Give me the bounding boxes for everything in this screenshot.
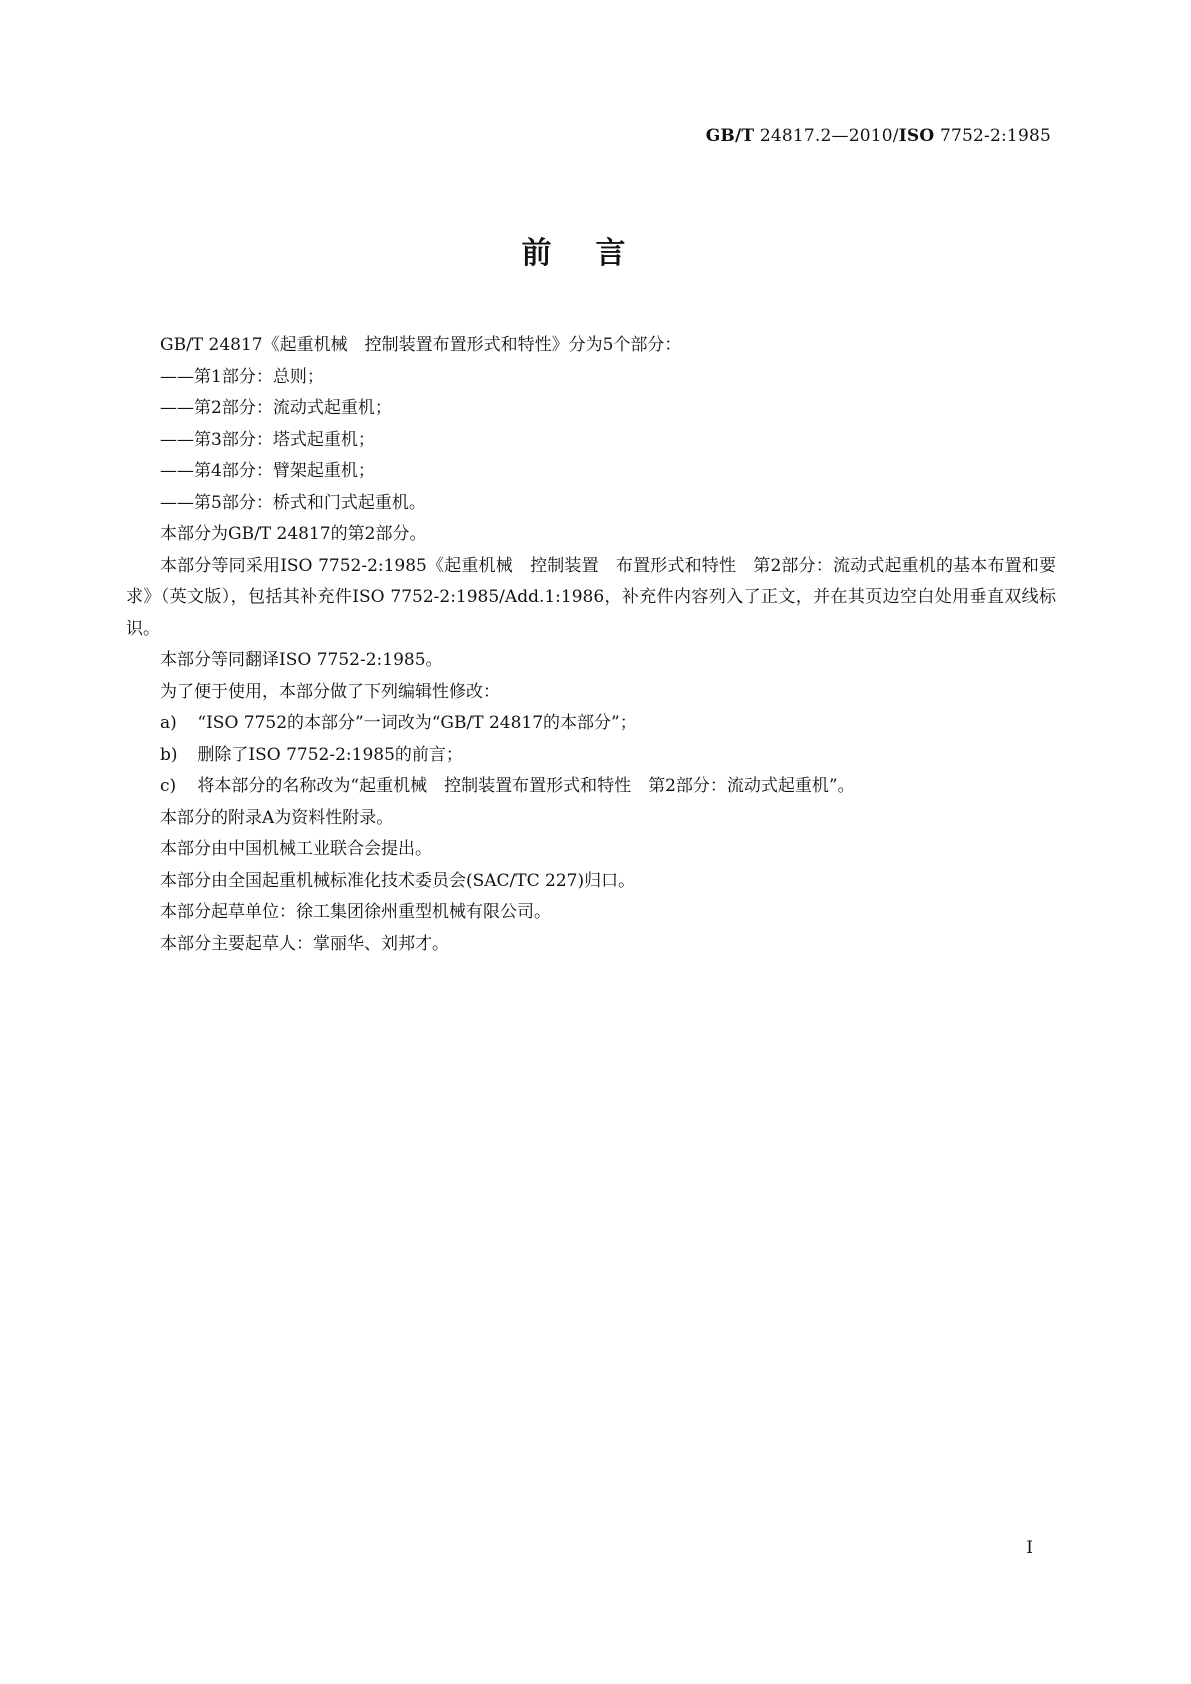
foreword-body: [126, 330, 1056, 960]
standard-prefix: GB/T: [705, 126, 755, 146]
page-number: I: [1026, 1538, 1033, 1558]
page-title: 前言: [521, 236, 670, 271]
standard-iso: ISO: [898, 126, 935, 146]
translation-paragraph: 本部分等同翻译ISO 7752-2:1985。: [160, 650, 443, 670]
edit-item-b: [126, 740, 1056, 772]
part-list-item: ——第2部分：流动式起重机；: [160, 398, 392, 418]
part-list-item: ——第4部分：臂架起重机；: [160, 461, 375, 481]
proposer-paragraph: 本部分由中国机械工业联合会提出。: [160, 839, 432, 859]
this-part-paragraph: 本部分为GB/T 24817的第2部分。: [160, 524, 427, 544]
part-list-item: ——第5部分：桥式和门式起重机。: [160, 492, 426, 513]
edit-item-text: “ISO 7752的本部分”一词改为“GB/T 24817的本部分”；: [197, 713, 637, 733]
edit-item-text: 将本部分的名称改为“起重机械 控制装置布置形式和特性 第2部分：流动式起重机”。: [197, 776, 855, 796]
edit-item-marker: b): [160, 744, 178, 765]
part-list-item: ——第3部分：塔式起重机；: [160, 429, 375, 450]
part-list-item: ——第1部分：总则；: [160, 366, 324, 387]
edits-intro-paragraph: 为了便于使用，本部分做了下列编辑性修改：: [160, 681, 500, 702]
annex-paragraph: 本部分的附录A为资料性附录。: [160, 807, 394, 828]
standard-suffix: 7752-2:1985: [934, 126, 1051, 146]
standard-number: [706, 126, 1051, 146]
edit-item-text: 删除了ISO 7752-2:1985的前言；: [197, 744, 463, 765]
edit-item-marker: c): [160, 776, 177, 796]
edit-item-a: [126, 708, 1056, 740]
adoption-paragraph: 本部分等同采用ISO 7752-2:1985《起重机械 控制装置 布置形式和特性 第2部分：流动式起重机的基本布置和要求》（英文版），包括其补充件ISO 7752-2:1985/Add.1:1986，补充件内容列入了正文，并在其页边空白处用垂直双线标识。: [126, 555, 1056, 639]
edit-item-c: [126, 771, 1056, 803]
drafters-paragraph: 本部分主要起草人：掌丽华、刘邦才。: [160, 933, 449, 954]
intro-paragraph: GB/T 24817《起重机械 控制装置布置形式和特性》分为5个部分：: [160, 335, 682, 355]
centralized-paragraph: 本部分由全国起重机械标准化技术委员会(SAC/TC 227)归口。: [160, 870, 636, 891]
drafting-unit-paragraph: 本部分起草单位：徐工集团徐州重型机械有限公司。: [160, 902, 551, 922]
standard-mid: 24817.2—2010/: [754, 126, 899, 146]
edit-item-marker: a): [160, 713, 177, 733]
